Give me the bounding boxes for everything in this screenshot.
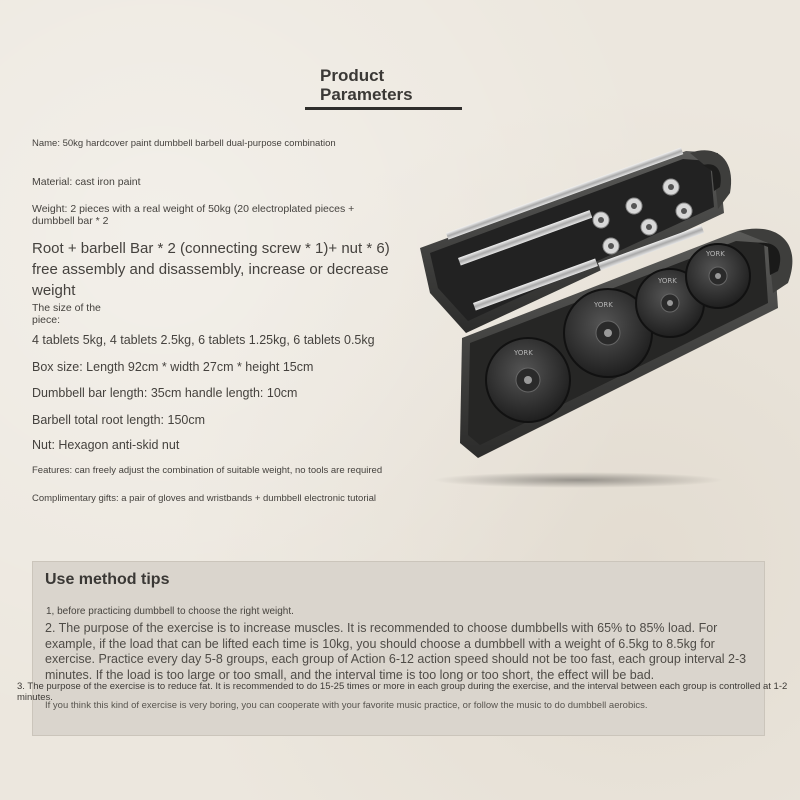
title-underline	[305, 107, 462, 110]
tip-1: 1, before practicing dumbbell to choose the right weight.	[46, 606, 294, 617]
param-barbell-total: Barbell total root length: 150cm	[32, 413, 206, 427]
param-root: Root + barbell Bar * 2 (connecting screw * 1)+ nut * 6) free assembly and disassembly, increase or decrease weight	[32, 240, 390, 299]
param-features: Features: can freely adjust the combination of suitable weight, no tools are required	[32, 465, 383, 476]
tip-3: 3. The purpose of the exercise is to reduce fat. It is recommended to do 15-25 times or more in each group during the exercise, and the interval between each group is controlled at 1-2 minutes.	[17, 681, 788, 703]
dumbbell-case-image	[418, 143, 800, 493]
param-name: Name: 50kg hardcover paint dumbbell barbell dual-purpose combination	[32, 138, 336, 149]
case-shadow	[433, 472, 723, 488]
param-dumbbell-bar: Dumbbell bar length: 35cm handle length: 10cm	[32, 386, 298, 400]
param-box-size: Box size: Length 92cm * width 27cm * height 15cm	[32, 360, 314, 374]
param-tablets: 4 tablets 5kg, 4 tablets 2.5kg, 6 tablets 1.25kg, 6 tablets 0.5kg	[32, 333, 375, 347]
tips-title: Use method tips	[45, 571, 170, 588]
page-title: Product Parameters	[320, 66, 413, 104]
plate-label-1: YORK	[514, 349, 533, 357]
plate-label-3: YORK	[658, 277, 677, 285]
param-material: Material: cast iron paint	[32, 176, 141, 188]
tip-2: 2. The purpose of the exercise is to increase muscles. It is recommended to choose dumbbells with 65% to 85% load. For example, if the load that can be lifted each time is 10kg, you should choose a dumbbell with a weight of 6.5kg to 8.5kg for exercise. Practice every day 5-8 groups, each group of Action 6-12 action speed should not be too fast, each group interval 2-3 minutes. If the load is too large or too small, and the interval time is too long or too short, the effect will be bad.	[45, 621, 747, 682]
title-block	[320, 66, 462, 104]
param-size-label: The size of the piece:	[32, 302, 101, 326]
param-nut: Nut: Hexagon anti-skid nut	[32, 438, 180, 452]
tip-4: If you think this kind of exercise is very boring, you can cooperate with your favorite music practice, or follow the music to do dumbbell aerobics.	[45, 700, 648, 711]
plate-label-4: YORK	[706, 250, 725, 258]
param-gifts: Complimentary gifts: a pair of gloves and wristbands + dumbbell electronic tutorial	[32, 493, 377, 504]
plate-label-2: YORK	[594, 301, 613, 309]
param-weight: Weight: 2 pieces with a real weight of 50kg (20 electroplated pieces + dumbbell bar * 2	[32, 203, 355, 227]
